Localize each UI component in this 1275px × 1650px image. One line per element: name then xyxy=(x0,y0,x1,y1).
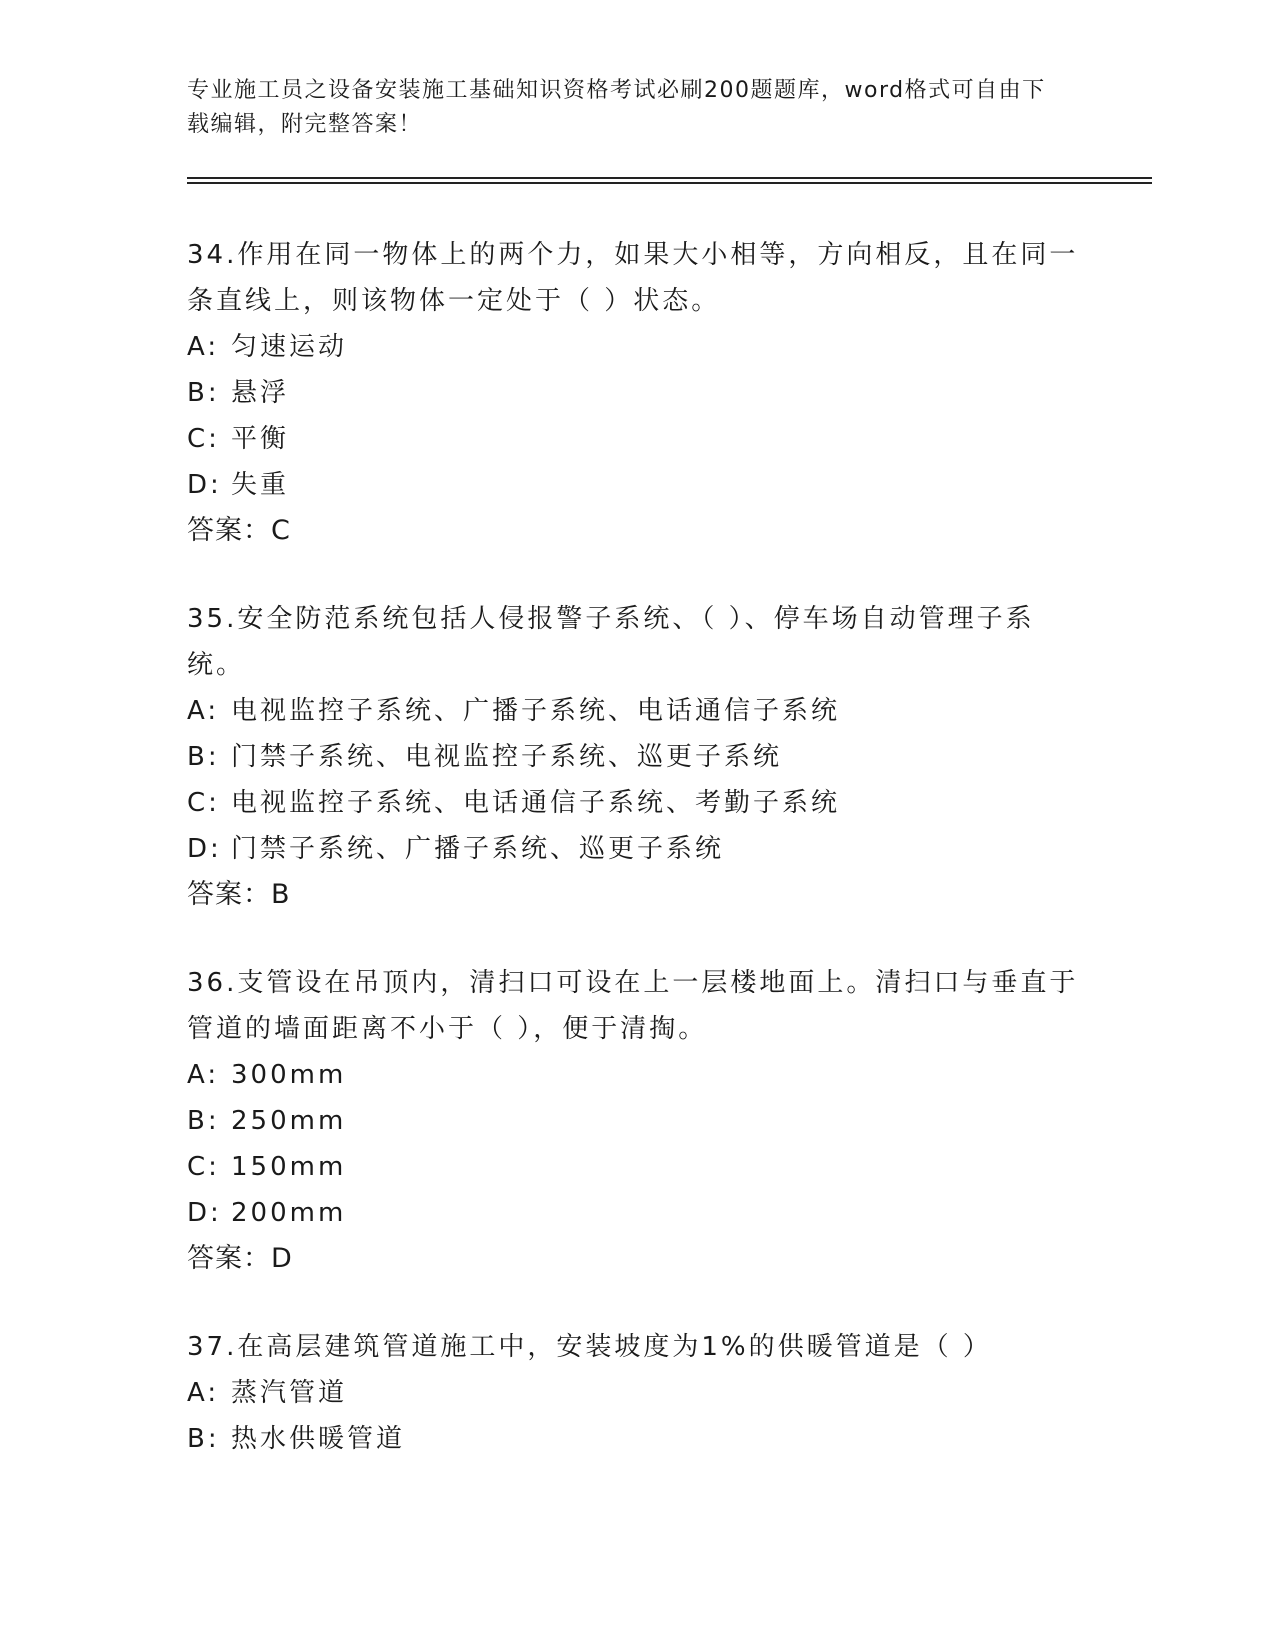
option-text: 悬浮 xyxy=(231,378,290,408)
option-letter: C: xyxy=(187,788,220,818)
option-d xyxy=(187,826,1087,872)
option-a xyxy=(187,1052,1087,1098)
option-text: 蒸汽管道 xyxy=(231,1378,348,1408)
option-text: 250mm xyxy=(231,1106,347,1136)
answer: 答案：B xyxy=(187,879,291,910)
option-letter: B: xyxy=(187,1424,220,1454)
question-37 xyxy=(187,1324,1087,1462)
option-text: 门禁子系统、广播子系统、巡更子系统 xyxy=(231,834,725,864)
option-a xyxy=(187,688,1087,734)
answer: 答案：D xyxy=(187,1243,293,1274)
option-letter: B: xyxy=(187,378,220,408)
option-text: 电视监控子系统、电话通信子系统、考勤子系统 xyxy=(231,788,841,818)
option-text: 失重 xyxy=(231,470,290,500)
option-letter: C: xyxy=(187,424,220,454)
option-text: 150mm xyxy=(231,1152,347,1182)
option-b xyxy=(187,1098,1087,1144)
option-letter: A: xyxy=(187,332,220,362)
option-text: 匀速运动 xyxy=(231,332,348,362)
option-d xyxy=(187,1190,1087,1236)
option-text: 热水供暖管道 xyxy=(231,1424,406,1454)
option-b xyxy=(187,1416,1087,1462)
option-c xyxy=(187,416,1087,462)
question-stem: 37.在高层建筑管道施工中，安装坡度为1%的供暖管道是（ ） xyxy=(187,1332,992,1362)
option-b xyxy=(187,370,1087,416)
option-letter: C: xyxy=(187,1152,220,1182)
question-stem: 34.作用在同一物体上的两个力，如果大小相等，方向相反，且在同一条直线上，则该物体一定处于（ ）状态。 xyxy=(187,240,1079,316)
option-text: 300mm xyxy=(231,1060,347,1090)
option-letter: B: xyxy=(187,742,220,772)
header-divider-top xyxy=(187,177,1152,179)
question-34 xyxy=(187,232,1087,554)
option-text: 200mm xyxy=(231,1198,347,1228)
option-c xyxy=(187,1144,1087,1190)
option-text: 电视监控子系统、广播子系统、电话通信子系统 xyxy=(231,696,841,726)
option-letter: B: xyxy=(187,1106,220,1136)
question-stem: 36.支管设在吊顶内，清扫口可设在上一层楼地面上。清扫口与垂直于管道的墙面距离不小于（ ），便于清掏。 xyxy=(187,968,1079,1044)
option-b xyxy=(187,734,1087,780)
option-letter: D: xyxy=(187,834,222,864)
header-divider-bottom xyxy=(187,182,1152,184)
option-d xyxy=(187,462,1087,508)
option-letter: A: xyxy=(187,1378,220,1408)
option-letter: D: xyxy=(187,470,222,500)
document-header xyxy=(187,74,1067,142)
option-text: 平衡 xyxy=(231,424,290,454)
option-a xyxy=(187,1370,1087,1416)
option-letter: D: xyxy=(187,1198,222,1228)
option-c xyxy=(187,780,1087,826)
option-letter: A: xyxy=(187,1060,220,1090)
question-36 xyxy=(187,960,1087,1282)
option-a xyxy=(187,324,1087,370)
question-stem: 35.安全防范系统包括人侵报警子系统、（ ）、停车场自动管理子系统。 xyxy=(187,604,1035,680)
option-letter: A: xyxy=(187,696,220,726)
option-text: 门禁子系统、电视监控子系统、巡更子系统 xyxy=(231,742,783,772)
question-35 xyxy=(187,596,1087,918)
header-title: 专业施工员之设备安装施工基础知识资格考试必刷200题题库，word格式可自由下载编辑，附完整答案！ xyxy=(187,78,1046,137)
answer: 答案：C xyxy=(187,515,291,546)
